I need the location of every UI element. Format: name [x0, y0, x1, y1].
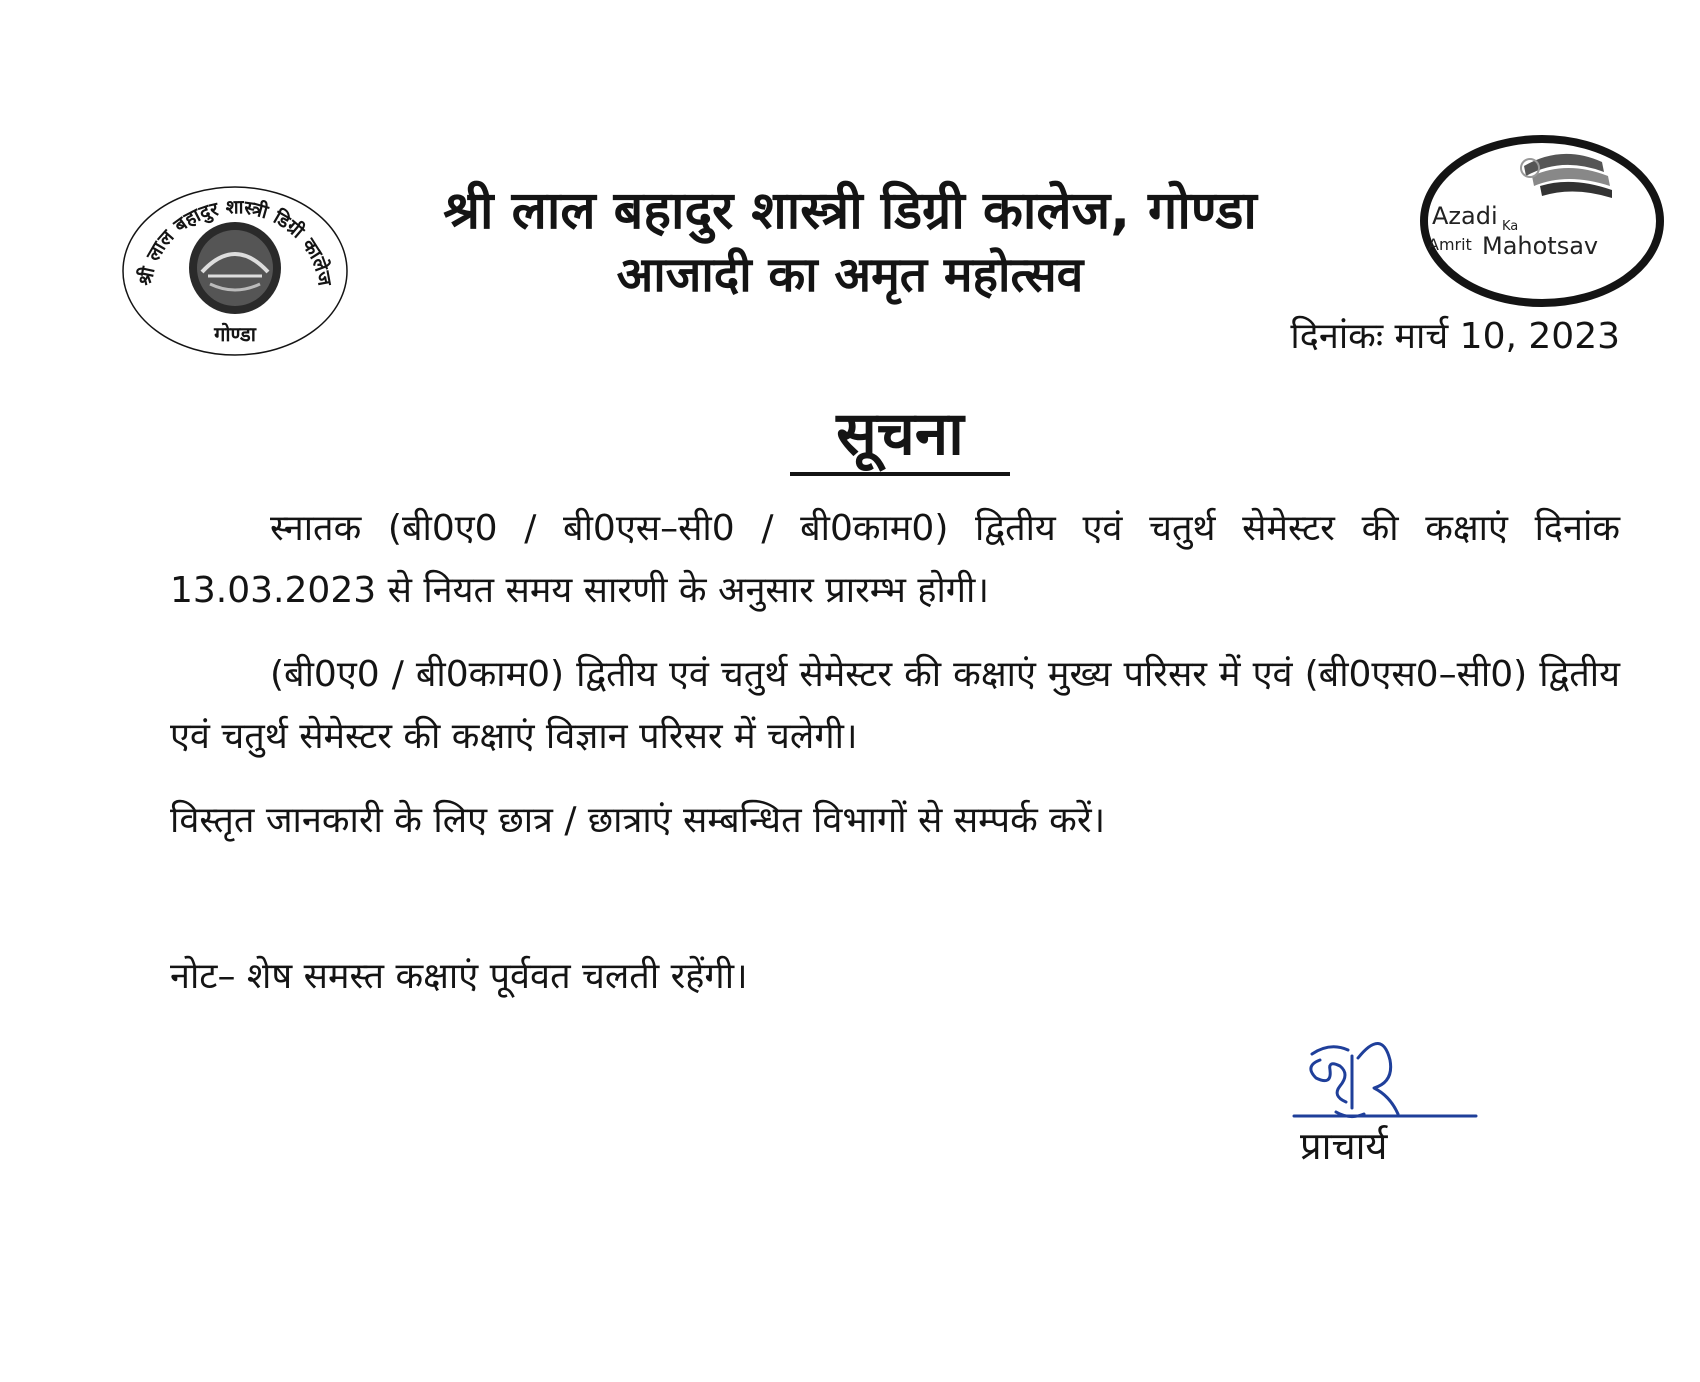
azadi-ka-amrit-mahotsav-logo [1412, 126, 1672, 312]
notice-note: नोट– शेष समस्त कक्षाएं पूर्ववत चलती रहेंगी। [170, 956, 748, 997]
college-seal-icon [110, 176, 360, 356]
notice-heading: सूचना [790, 398, 1010, 476]
aka-line2: Mahotsav [1482, 232, 1599, 260]
aka-ka: Ka [1502, 219, 1519, 234]
notice-paragraph-2: (बी0ए0 / बी0काम0) द्वितीय एवं चतुर्थ सेमेस्टर की कक्षाएं मुख्य परिसर में एवं (बी0एस0–सी0) द्वितीय एवं चतुर्थ सेमेस्टर की कक्षाएं विज्ञान परिसर में चलेगी। [170, 654, 1620, 757]
notice-paragraph-1: स्नातक (बी0ए0 / बी0एस–सी0 / बी0काम0) द्वितीय एवं चतुर्थ सेमेस्टर की कक्षाएं दिनांक 13.03.2023 से नियत समय सारणी के अनुसार प्रारम्भ होगी। [170, 508, 1620, 611]
aka-line2-prefix: Amrit [1428, 235, 1472, 254]
notice-paragraph-3: विस्तृत जानकारी के लिए छात्र / छात्राएं सम्बन्धित विभागों से सम्पर्क करें। [170, 800, 1106, 841]
seal-ring-text: श्री लाल बहादुर शास्त्री डिग्री कालेज [134, 196, 336, 288]
campaign-title: आजादी का अमृत महोत्सव [616, 247, 1084, 303]
college-name: श्री लाल बहादुर शास्त्री डिग्री कालेज, गोण्डा [443, 181, 1257, 241]
aka-line1: Azadi [1432, 202, 1498, 230]
principal-label: प्राचार्य [1300, 1124, 1388, 1168]
seal-bottom-text: गोण्डा [214, 322, 256, 346]
notice-date: दिनांकः मार्च 10, 2023 [1290, 316, 1620, 357]
